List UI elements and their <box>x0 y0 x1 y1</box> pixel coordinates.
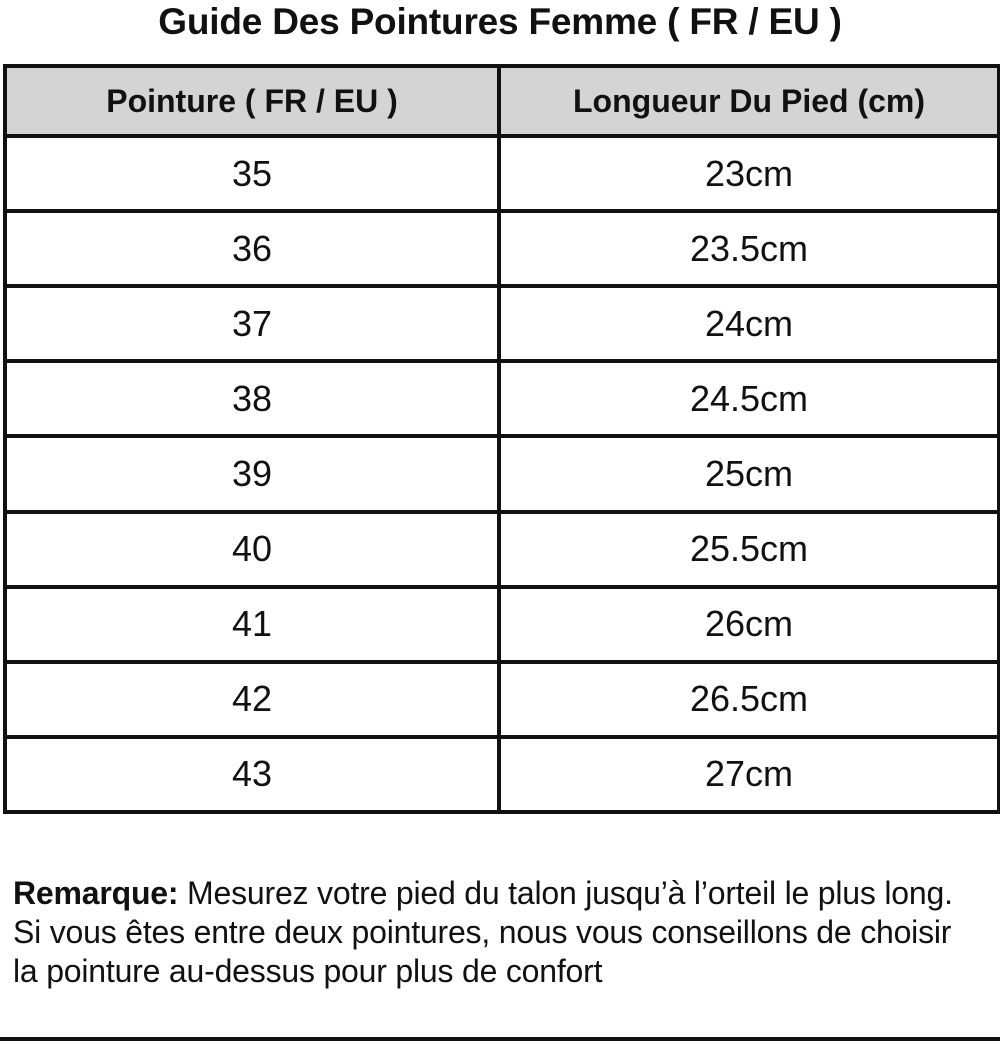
column-header-size: Pointure ( FR / EU ) <box>5 66 499 136</box>
size-cell: 38 <box>5 361 499 436</box>
foot-length-cell: 23.5cm <box>499 211 999 286</box>
size-cell: 36 <box>5 211 499 286</box>
size-cell: 42 <box>5 662 499 737</box>
foot-length-cell: 27cm <box>499 737 999 812</box>
size-cell: 40 <box>5 512 499 587</box>
table-row <box>5 286 999 361</box>
foot-length-cell: 26.5cm <box>499 662 999 737</box>
sizing-note <box>13 874 973 991</box>
page-title: Guide Des Pointures Femme ( FR / EU ) <box>158 1 842 42</box>
note-text: Mesurez votre pied du talon jusqu’à l’orteil le plus long. Si vous êtes entre deux pointures, nous vous conseillons de choisir la pointure au-dessus pour plus de confort <box>13 875 953 989</box>
table-row <box>5 211 999 286</box>
foot-length-cell: 24.5cm <box>499 361 999 436</box>
size-cell: 43 <box>5 737 499 812</box>
table-row <box>5 662 999 737</box>
foot-length-cell: 26cm <box>499 587 999 662</box>
foot-length-cell: 25.5cm <box>499 512 999 587</box>
table-row <box>5 737 999 812</box>
foot-length-cell: 23cm <box>499 136 999 211</box>
table-row <box>5 512 999 587</box>
table-row <box>5 587 999 662</box>
bottom-divider <box>0 1037 1000 1041</box>
table-row <box>5 361 999 436</box>
table-row <box>5 136 999 211</box>
table-row <box>5 436 999 511</box>
table-header-row <box>5 66 999 136</box>
size-chart-table <box>3 64 1000 814</box>
note-label: Remarque: <box>13 875 179 911</box>
size-cell: 37 <box>5 286 499 361</box>
size-cell: 39 <box>5 436 499 511</box>
foot-length-cell: 24cm <box>499 286 999 361</box>
size-cell: 35 <box>5 136 499 211</box>
size-cell: 41 <box>5 587 499 662</box>
foot-length-cell: 25cm <box>499 436 999 511</box>
column-header-foot-length: Longueur Du Pied (cm) <box>499 66 999 136</box>
